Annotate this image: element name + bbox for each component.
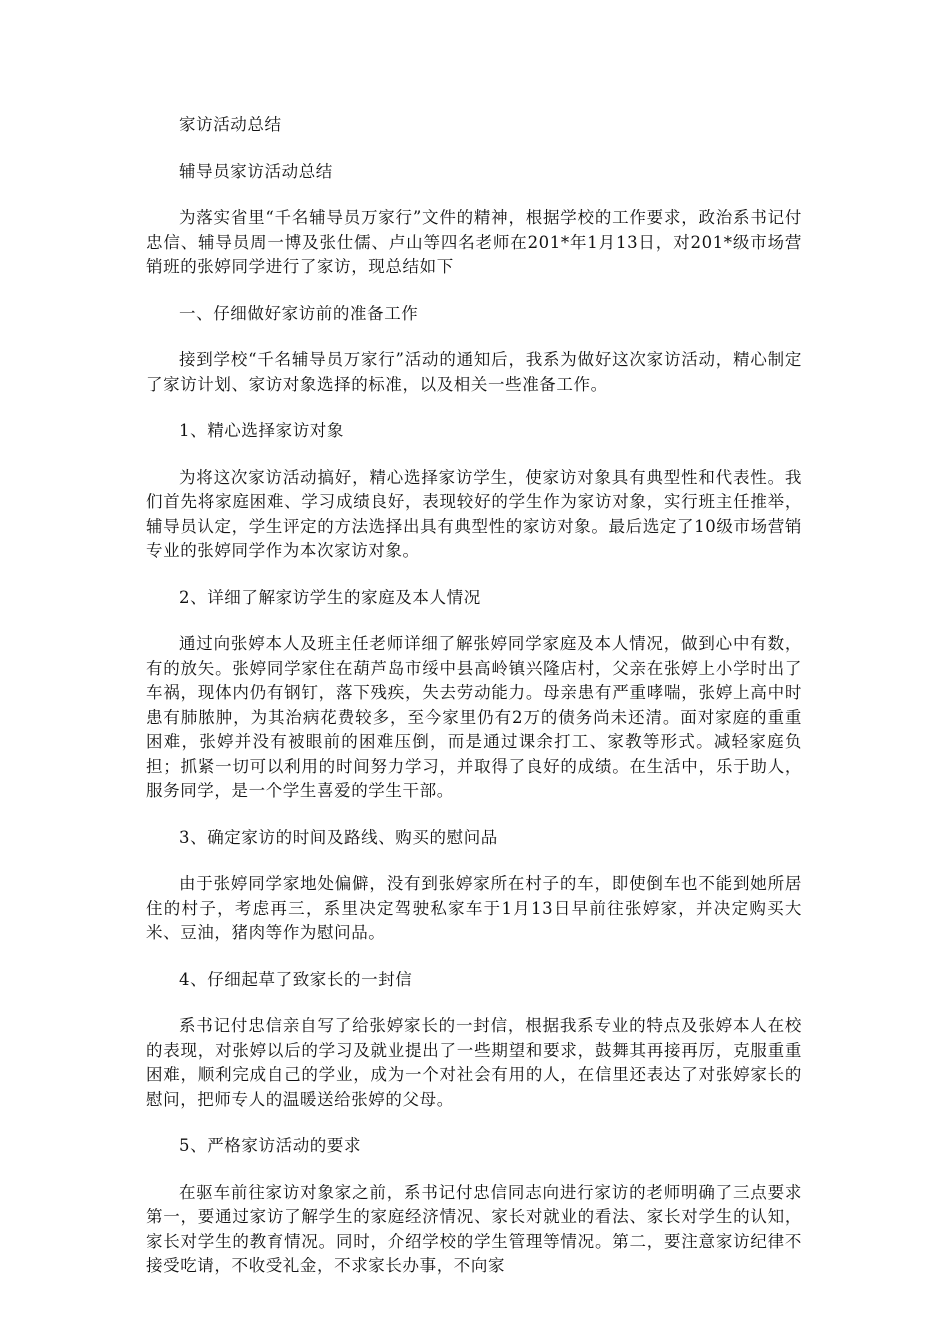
subsection-heading-5: 5、严格家访活动的要求: [179, 1136, 362, 1155]
paragraph: 通过向张婷本人及班主任老师详细了解张婷同学家庭及本人情况，做到心中有数，有的放矢。张婷同学家住在葫芦岛市绥中县高岭镇兴隆店村，父亲在张婷上小学时出了车祸，现体内仍有钢钉，落下残疾，失去劳动能力。母亲患有严重哮喘，张婷上高中时患有肺脓肿，为其治病花费较多，至今家里仍有2万的债务尚未还清。面对家庭的重重困难，张婷并没有被眼前的困难压倒，而是通过课余打工、家教等形式。减轻家庭负担；抓紧一切可以利用的时间努力学习，并取得了良好的成绩。在生活中，乐于助人，服务同学，是一个学生喜爱的学生干部。: [146, 634, 802, 800]
subsection-heading-1: 1、精心选择家访对象: [179, 421, 344, 440]
subsection-heading-3: 3、确定家访的时间及路线、购买的慰问品: [179, 827, 498, 847]
subsection-heading-2: 2、详细了解家访学生的家庭及本人情况: [179, 587, 481, 607]
document-body: [146, 113, 802, 1301]
paragraph: 由于张婷同学家地处偏僻，没有到张婷家所在村子的车，即使倒车也不能到她所居住的村子，考虑再三，系里决定驾驶私家车于1月13日早前往张婷家，并决定购买大米、豆油，猪肉等作为慰问品。: [146, 874, 802, 942]
paragraph: 在驱车前往家访对象家之前，系书记付忠信同志向进行家访的老师明确了三点要求第一，要通过家访了解学生的家庭经济情况、家长对就业的看法、家长对学生的认知，家长对学生的教育情况。同时，介绍学校的学生管理等情况。第二，要注意家访纪律不接受吃请，不收受礼金，不求家长办事，不向家: [146, 1182, 802, 1275]
section-heading-1: 一、仔细做好家访前的准备工作: [179, 303, 419, 323]
paragraph-intro: 为落实省里“千名辅导员万家行”文件的精神，根据学校的工作要求，政治系书记付忠信、辅导员周一博及张仕儒、卢山等四名老师在201*年1月13日，对201*级市场营销班的张婷同学进行了家访，现总结如下: [146, 208, 802, 276]
paragraph: 接到学校“千名辅导员万家行”活动的通知后，我系为做好这次家访活动，精心制定了家访计划、家访对象选择的标准，以及相关一些准备工作。: [146, 350, 802, 394]
paragraph: 为将这次家访活动搞好，精心选择家访学生，使家访对象具有典型性和代表性。我们首先将家庭困难、学习成绩良好，表现较好的学生作为家访对象，实行班主任推举，辅导员认定，学生评定的方法选择出具有典型性的家访对象。最后选定了10级市场营销专业的张婷同学作为本次家访对象。: [146, 467, 802, 560]
paragraph: 系书记付忠信亲自写了给张婷家长的一封信，根据我系专业的特点及张婷本人在校的表现，对张婷以后的学习及就业提出了一些期望和要求，鼓舞其再接再厉，克服重重困难，顺利完成自己的学业，成为一个对社会有用的人，在信里还表达了对张婷家长的慰问，把师专人的温暖送给张婷的父母。: [146, 1016, 802, 1109]
document-subtitle: 辅导员家访活动总结: [179, 161, 333, 181]
subsection-heading-4: 4、仔细起草了致家长的一封信: [179, 969, 413, 989]
document-title: 家访活动总结: [179, 115, 282, 134]
